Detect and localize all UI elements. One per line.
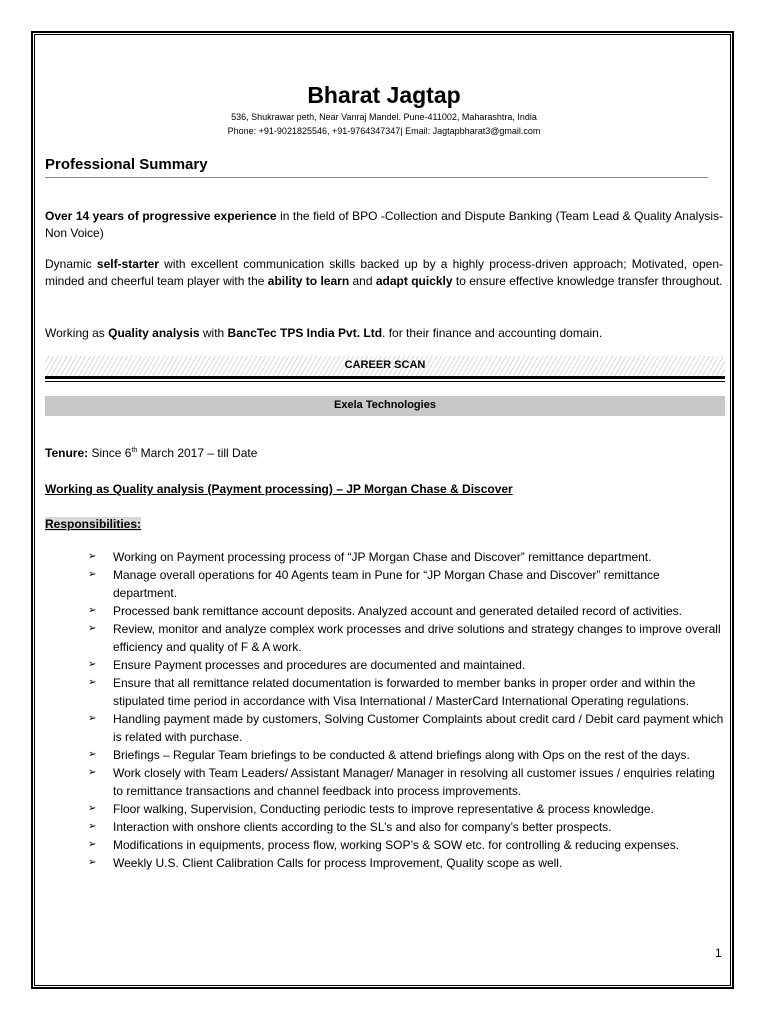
list-item (88, 836, 724, 854)
list-item (88, 854, 724, 872)
thick-divider (45, 376, 725, 379)
arrow-bullet-icon: ➢ (88, 569, 97, 580)
list-item-text: Work closely with Team Leaders/ Assistant Manager/ Manager in resolving all customer issues / enquiries relating to remittance transactions and channel feedback into process improvements. (113, 766, 715, 798)
list-item (88, 602, 724, 620)
list-item (88, 764, 724, 800)
address: 536, Shukrawar peth, Near Vanraj Mandel. Pune-411002, Maharashtra, India (231, 112, 537, 122)
arrow-bullet-icon: ➢ (88, 713, 97, 724)
tenure-line: Tenure: Since 6th March 2017 – till Date (45, 446, 258, 460)
section-divider (45, 177, 708, 178)
career-scan-banner (45, 356, 725, 376)
list-item-text: Interaction with onshore clients according to the SL’s and also for company’s better prospects. (113, 820, 612, 834)
career-scan-title: CAREER SCAN (344, 359, 426, 371)
arrow-bullet-icon: ➢ (88, 821, 97, 832)
list-item-text: Review, monitor and analyze complex work processes and drive solutions and strategy changes to improve overall efficiency and quality of F & A work. (113, 622, 721, 654)
list-item (88, 818, 724, 836)
list-item (88, 656, 724, 674)
arrow-bullet-icon: ➢ (88, 659, 97, 670)
arrow-bullet-icon: ➢ (88, 605, 97, 616)
list-item (88, 566, 724, 602)
list-item (88, 548, 724, 566)
list-item-text: Floor walking, Supervision, Conducting periodic tests to improve representative & process knowledge. (113, 802, 654, 816)
summary-paragraph-1: Over 14 years of progressive experience in the field of BPO -Collection and Dispute Banking (Team Lead & Quality Analysis-Non Voice) (45, 209, 723, 240)
list-item (88, 800, 724, 818)
arrow-bullet-icon: ➢ (88, 623, 97, 634)
list-item-text: Manage overall operations for 40 Agents team in Pune for “JP Morgan Chase and Discover” remittance department. (113, 568, 660, 600)
list-item (88, 710, 724, 746)
phone-text: Phone: +91-9021825546, +91-9764347347| Email: (227, 126, 433, 136)
contact-line (0, 126, 768, 136)
thin-divider (45, 381, 725, 382)
company-name: Exela Technologies (334, 399, 436, 411)
page-number: 1 (715, 946, 722, 960)
list-item-text: Working on Payment processing process of “JP Morgan Chase and Discover” remittance department. (113, 550, 652, 564)
arrow-bullet-icon: ➢ (88, 857, 97, 868)
summary-paragraph-3: Working as Quality analysis with BancTec TPS India Pvt. Ltd. for their finance and accounting domain. (45, 326, 603, 340)
list-item (88, 746, 724, 764)
list-item-text: Ensure that all remittance related documentation is forwarded to member banks in proper order and within the stipulated time period in accordance with Visa International / MasterCard International Operating regulations. (113, 676, 696, 708)
list-item-text: Handling payment made by customers, Solving Customer Complaints about credit card / Debit card payment which is related with purchase. (113, 712, 724, 744)
responsibilities-list (88, 548, 724, 872)
email-link[interactable]: Jagtapbharat3@gmail.com (432, 126, 541, 136)
arrow-bullet-icon: ➢ (88, 839, 97, 850)
list-item-text: Weekly U.S. Client Calibration Calls for process Improvement, Quality scope as well. (113, 856, 563, 870)
list-item-text: Briefings – Regular Team briefings to be conducted & attend briefings along with Ops on the rest of the days. (113, 748, 690, 762)
arrow-bullet-icon: ➢ (88, 551, 97, 562)
list-item-text: Modifications in equipments, process flow, working SOP’s & SOW etc. for controlling & reducing expenses. (113, 838, 680, 852)
list-item-text: Processed bank remittance account deposits. Analyzed account and generated detailed record of activities. (113, 604, 683, 618)
list-item (88, 674, 724, 710)
candidate-name: Bharat Jagtap (307, 82, 461, 108)
role-title: Working as Quality analysis (Payment processing) – JP Morgan Chase & Discover (45, 482, 513, 496)
arrow-bullet-icon: ➢ (88, 677, 97, 688)
list-item (88, 620, 724, 656)
list-item-text: Ensure Payment processes and procedures are documented and maintained. (113, 658, 526, 672)
arrow-bullet-icon: ➢ (88, 803, 97, 814)
section-title-summary: Professional Summary (45, 156, 208, 173)
arrow-bullet-icon: ➢ (88, 767, 97, 778)
summary-paragraph-2: Dynamic self-starter with excellent communication skills backed up by a highly process-driven approach; Motivated, open-minded and cheerful team player with the ability to learn and adapt quickly to ensure effective knowledge transfer throughout. (45, 257, 724, 288)
arrow-bullet-icon: ➢ (88, 749, 97, 760)
company-band (45, 396, 725, 416)
responsibilities-heading: Responsibilities: (45, 517, 142, 531)
